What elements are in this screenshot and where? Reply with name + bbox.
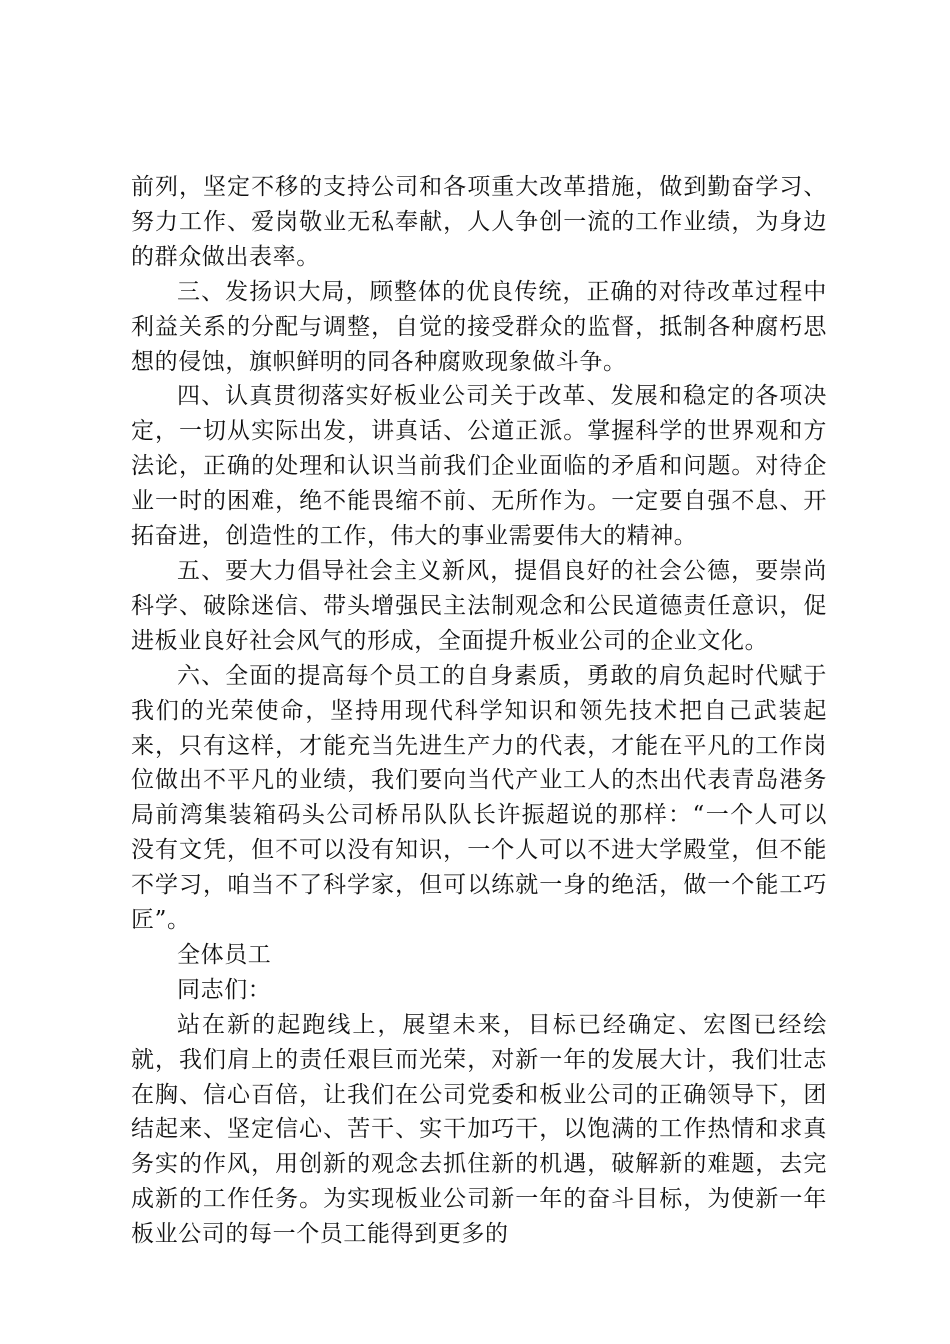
salutation-comrades: 同志们： [177, 976, 272, 1003]
paragraph-closing: 站在新的起跑线上，展望未来，目标已经确定、宏图已经绘就，我们肩上的责任艰巨而光荣，对新一年的发展大计，我们壮志在胸、信心百倍，让我们在公司党委和板业公司的正确领导下，团结起来、坚定信心、苦干、实干加巧干，以饱满的工作热情和求真务实的作风，用创新的观念去抓住新的机遇，破解新的难题，去完成新的工作任务。为实现板业公司新一年的奋斗目标，为使新一年板业公司的每一个员工能得到更多的 [131, 1011, 827, 1248]
paragraph-continuation: 前列，坚定不移的支持公司和各项重大改革措施，做到勤奋学习、努力工作、爱岗敬业无私奉献，人人争创一流的工作业绩，为身边的群众做出表率。 [131, 174, 827, 270]
paragraph-point-six: 六、全面的提高每个员工的自身素质，勇敢的肩负起时代赋于我们的光荣使命，坚持用现代科学知识和领先技术把自己武装起来，只有这样，才能充当先进生产力的代表，才能在平凡的工作岗位做出不平凡的业绩，我们要向当代产业工人的杰出代表青岛港务局前湾集装箱码头公司桥吊队队长许振超说的那样：“一个人可以没有文凭，但不可以没有知识，一个人可以不进大学殿堂，但不能不学习，咱当不了科学家，但可以练就一身的绝活，做一个能工巧匠”。 [131, 662, 827, 934]
paragraph-point-three: 三、发扬识大局，顾整体的优良传统，正确的对待改革过程中利益关系的分配与调整，自觉的接受群众的监督，抵制各种腐朽思想的侵蚀，旗帜鲜明的同各种腐败现象做斗争。 [131, 278, 827, 375]
document-body [131, 170, 827, 1252]
signature-all-staff: 全体员工 [177, 941, 272, 968]
paragraph-point-four: 四、认真贯彻落实好板业公司关于改革、发展和稳定的各项决定，一切从实际出发，讲真话、公道正派。掌握科学的世界观和方法论，正确的处理和认识当前我们企业面临的矛盾和问题。对待企业一时的困难，绝不能畏缩不前、无所作为。一定要自强不息、开拓奋进，创造性的工作，伟大的事业需要伟大的精神。 [131, 383, 827, 550]
paragraph-point-five: 五、要大力倡导社会主义新风，提倡良好的社会公德，要崇尚科学、破除迷信、带头增强民主法制观念和公民道德责任意识，促进板业良好社会风气的形成，全面提升板业公司的企业文化。 [131, 557, 827, 654]
